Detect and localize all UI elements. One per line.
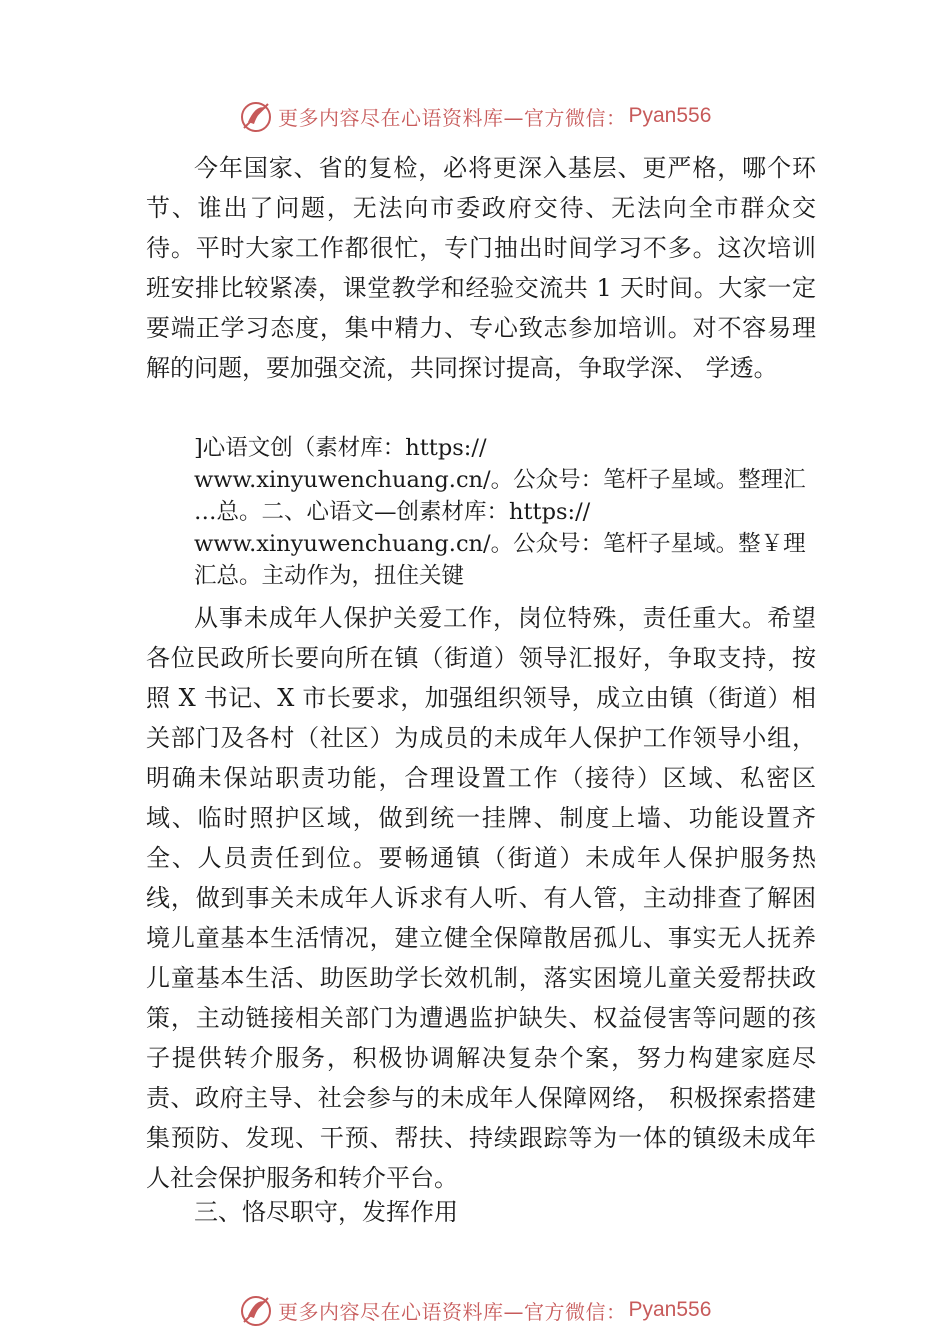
- paragraph-1: [146, 148, 816, 388]
- paragraph-text: 从事未成年人保护关爱工作，岗位特殊，责任重大。希望各位民政所长要向所在镇（街道）领导汇报好，争取支持，按照 X 书记、X 市长要求，加强组织领导，成立由镇（街道）相关部门及各村（社区）为成员的未成年人保护工作领导小组，明确未保站职责功能，合理设置工作（接待）区域、私密区域、临时照护区域，做到统一挂牌、制度上墙、功能设置齐全、人员责任到位。要畅通镇（街道）未成年人保护服务热线，做到事关未成年人诉求有人听、有人管，主动排查了解困境儿童基本生活情况，建立健全保障散居孤儿、事实无人抚养儿童基本生活、助医助学长效机制，落实困境儿童关爱帮扶政策，主动链接相关部门为遭遇监护缺失、权益侵害等问题的孩子提供转介服务，积极协调解决复杂个案，努力构建家庭尽责、政府主导、社会参与的未成年人保障网络， 积极探索搭建集预防、发现、干预、帮扶、持续跟踪等为一体的镇级未成年人社会保护服务和转介平台。: [146, 604, 816, 1192]
- paragraph-2: [194, 432, 844, 592]
- watermark-code: Pyan556: [628, 1298, 712, 1321]
- section-heading: [146, 1192, 816, 1232]
- logo-icon: [238, 1292, 274, 1328]
- watermark-footer: [238, 1290, 758, 1330]
- heading-text: 三、恪尽职守，发挥作用: [194, 1198, 458, 1226]
- paragraph-text: 今年国家、省的复检，必将更深入基层、更严格，哪个环节、谁出了问题，无法向市委政府交待、无法向全市群众交待。平时大家工作都很忙，专门抽出时间学习不多。这次培训班安排比较紧凑，课堂教学和经验交流共 1 天时间。大家一定要端正学习态度，集中精力、专心致志参加培训。对不容易理解的问题，要加强交流，共同探讨提高，争取学深、 学透。: [146, 154, 816, 382]
- logo-icon: [238, 98, 274, 134]
- paragraph-text: ]心语文创（素材库：https:// www.xinyuwenchuang.cn/。公众号：笔杆子星域。整理汇 …总。二、心语文—创素材库：https:// www.xinyuwenchuang.cn/。公众号：笔杆子星域。整￥理 汇总。主动作为，扭住关键: [194, 435, 806, 589]
- paragraph-3: [146, 598, 816, 1198]
- watermark-header: [238, 96, 758, 136]
- watermark-text: 更多内容尽在心语资料库—官方微信：: [278, 1299, 627, 1324]
- watermark-text: 更多内容尽在心语资料库—官方微信：: [278, 105, 627, 130]
- watermark-code: Pyan556: [628, 104, 712, 127]
